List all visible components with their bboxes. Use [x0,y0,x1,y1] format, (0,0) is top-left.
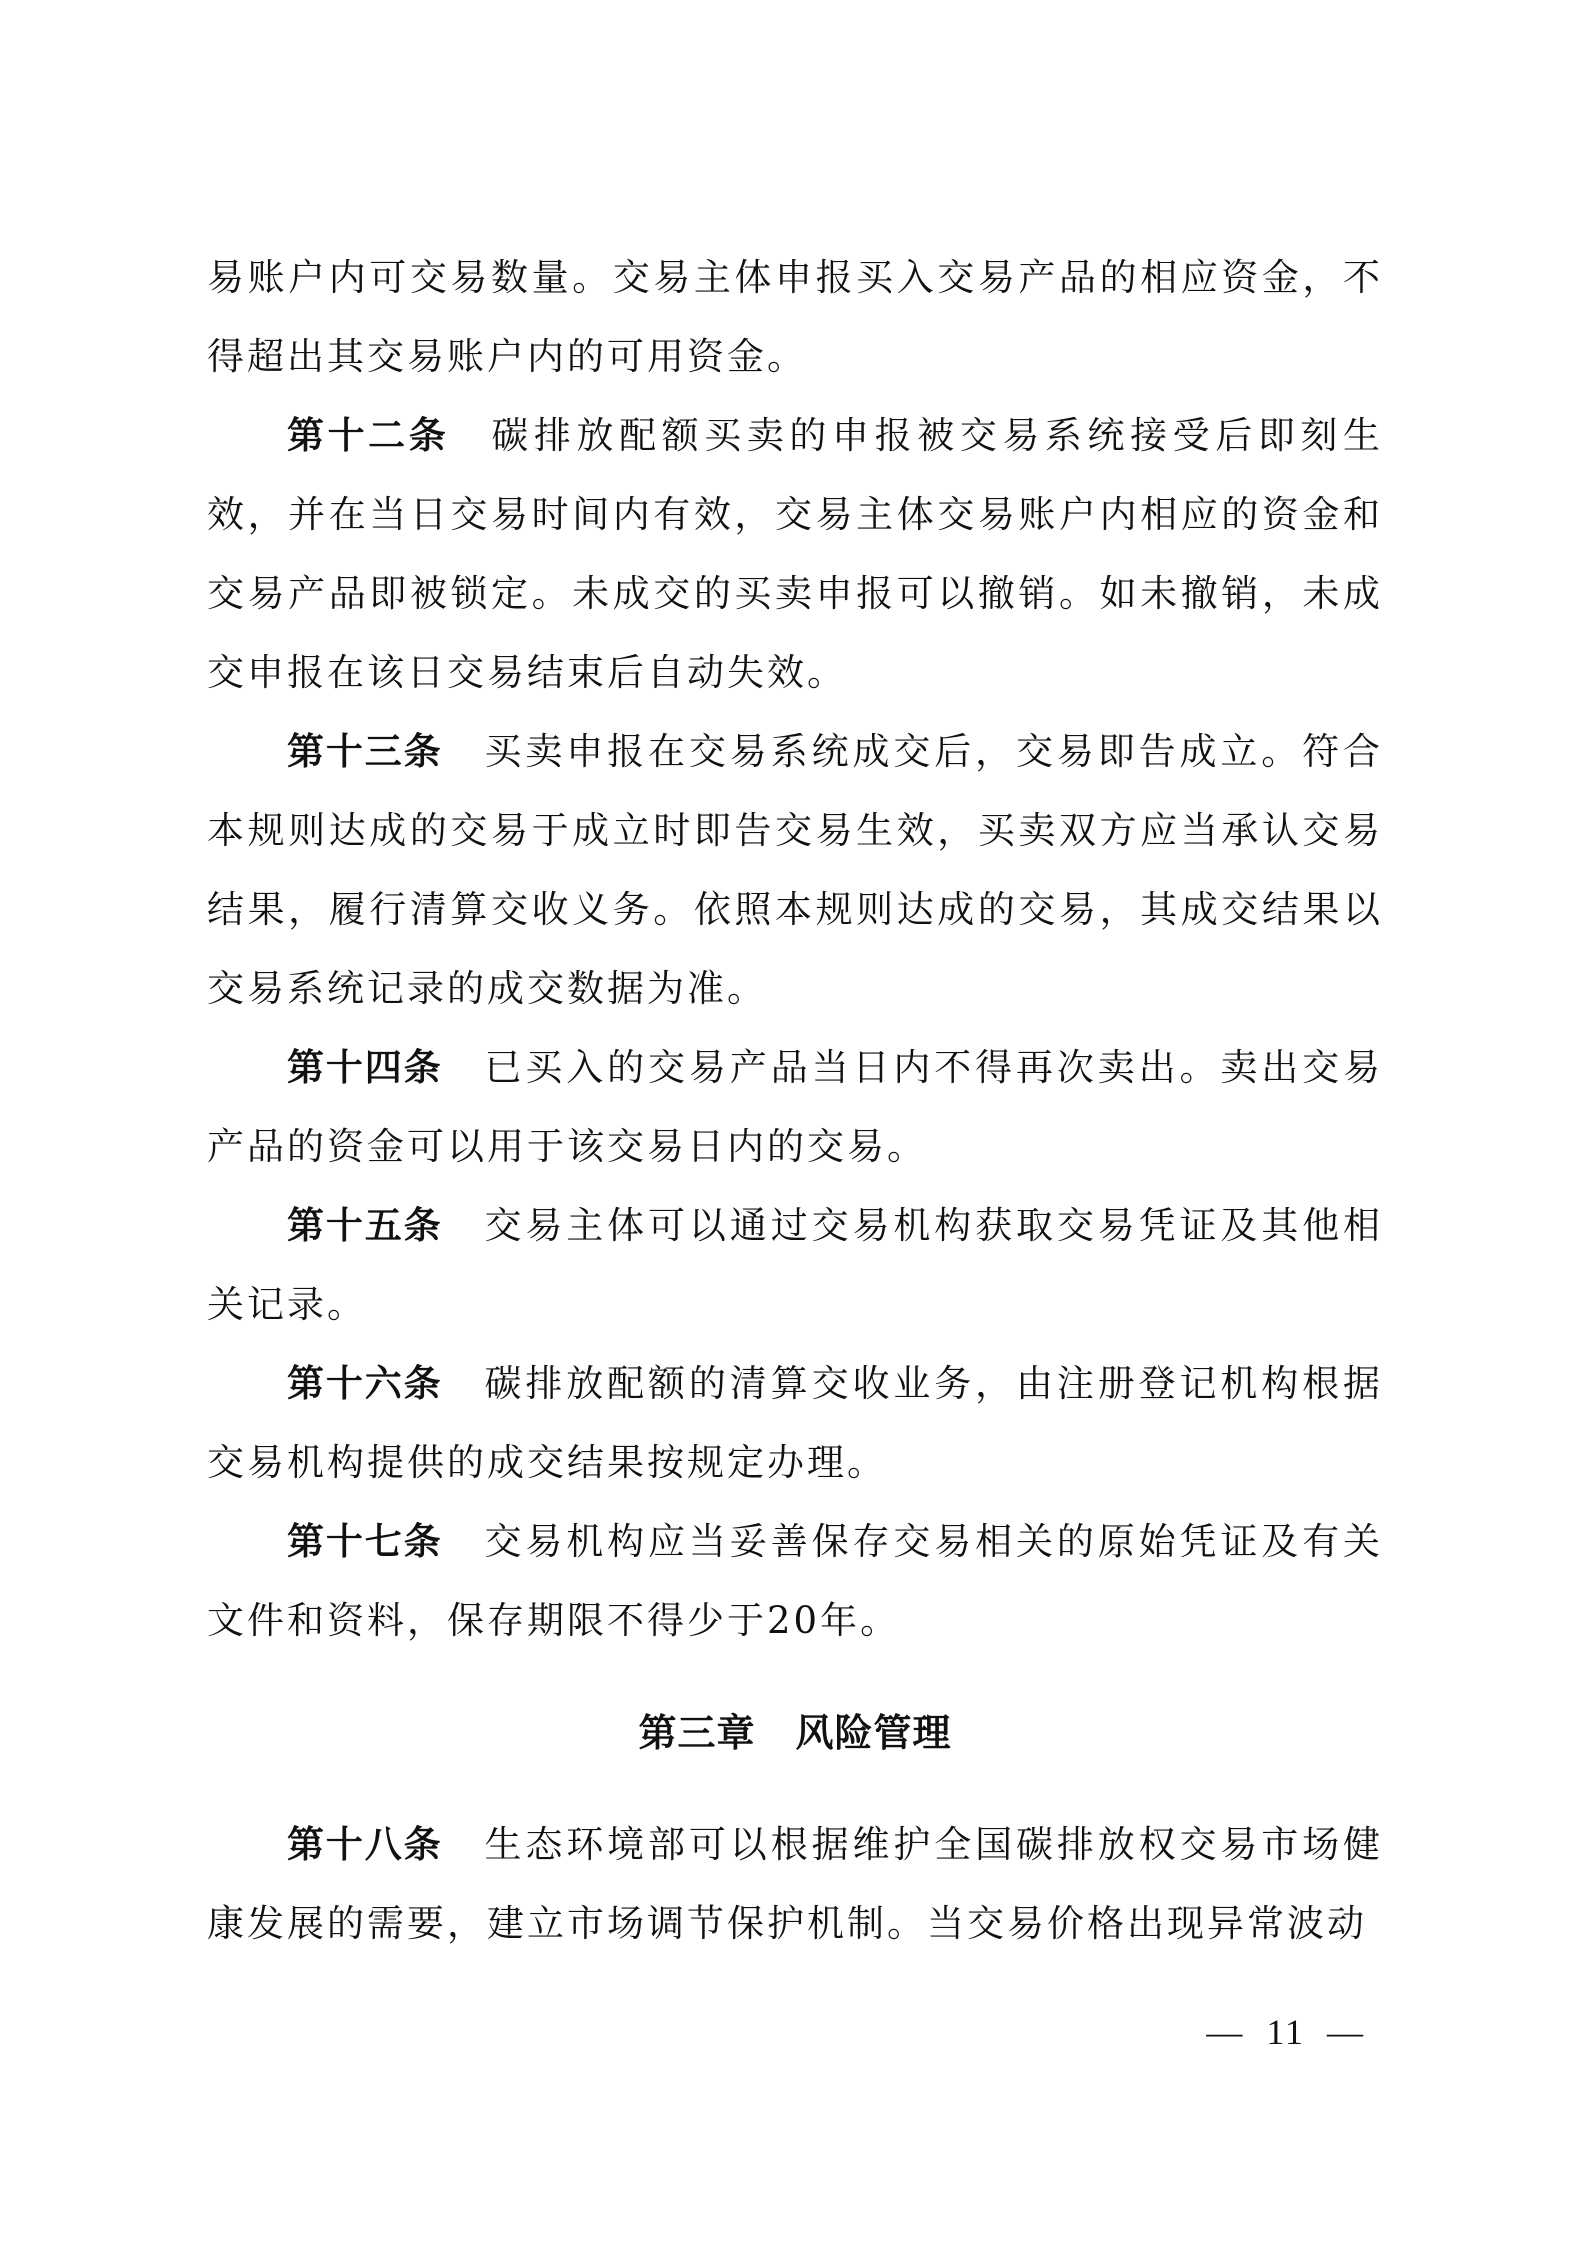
chapter-number: 第三章 [638,1711,756,1755]
article-text: 碳排放配额买卖的申报被交易系统接受后即刻生效，并在当日交易时间内有效，交易主体交易账户内相应的资金和交易产品即被锁定。未成交的买卖申报可以撤销。如未撤销，未成交申报在该日交易结束后自动失效。 [207,414,1384,694]
article-text: 生态环境部可以根据维护全国碳排放权交易市场健康发展的需要，建立市场调节保护机制。当交易价格出现异常波动 [207,1823,1384,1945]
page-number: 11 [1266,2012,1305,2052]
article-text: 交易主体可以通过交易机构获取交易凭证及其他相关记录。 [207,1204,1384,1326]
article-label: 第十三条 [287,730,443,773]
article-16 [207,1344,1383,1502]
article-text: 买卖申报在交易系统成交后，交易即告成立。符合本规则达成的交易于成立时即告交易生效，买卖双方应当承认交易结果，履行清算交收义务。依照本规则达成的交易，其成交结果以交易系统记录的成交数据为准。 [207,730,1384,1010]
chapter-heading [207,1694,1383,1773]
article-label: 第十七条 [287,1520,443,1563]
page-number-dash-right: — [1327,2012,1365,2052]
article-text: 交易机构应当妥善保存交易相关的原始凭证及有关文件和资料，保存期限不得少于20年。 [207,1520,1384,1642]
document-body [207,238,1383,1963]
article-17 [207,1502,1383,1660]
article-18 [207,1805,1383,1963]
article-label: 第十五条 [287,1204,443,1247]
article-label: 第十八条 [287,1823,443,1866]
article-14 [207,1028,1383,1186]
continuation-paragraph [207,238,1383,396]
article-12 [207,396,1383,712]
page-number-dash-left: — [1206,2012,1245,2052]
article-label: 第十六条 [287,1362,443,1405]
article-label: 第十二条 [287,414,450,457]
page-number-footer [1184,2012,1387,2052]
continuation-text: 易账户内可交易数量。交易主体申报买入交易产品的相应资金，不得超出其交易账户内的可用资金。 [207,256,1383,378]
article-text: 碳排放配额的清算交收业务，由注册登记机构根据交易机构提供的成交结果按规定办理。 [207,1362,1384,1484]
article-13 [207,712,1383,1028]
article-15 [207,1186,1383,1344]
chapter-title: 风险管理 [795,1711,952,1755]
article-text: 已买入的交易产品当日内不得再次卖出。卖出交易产品的资金可以用于该交易日内的交易。 [207,1046,1384,1168]
article-label: 第十四条 [287,1046,443,1089]
